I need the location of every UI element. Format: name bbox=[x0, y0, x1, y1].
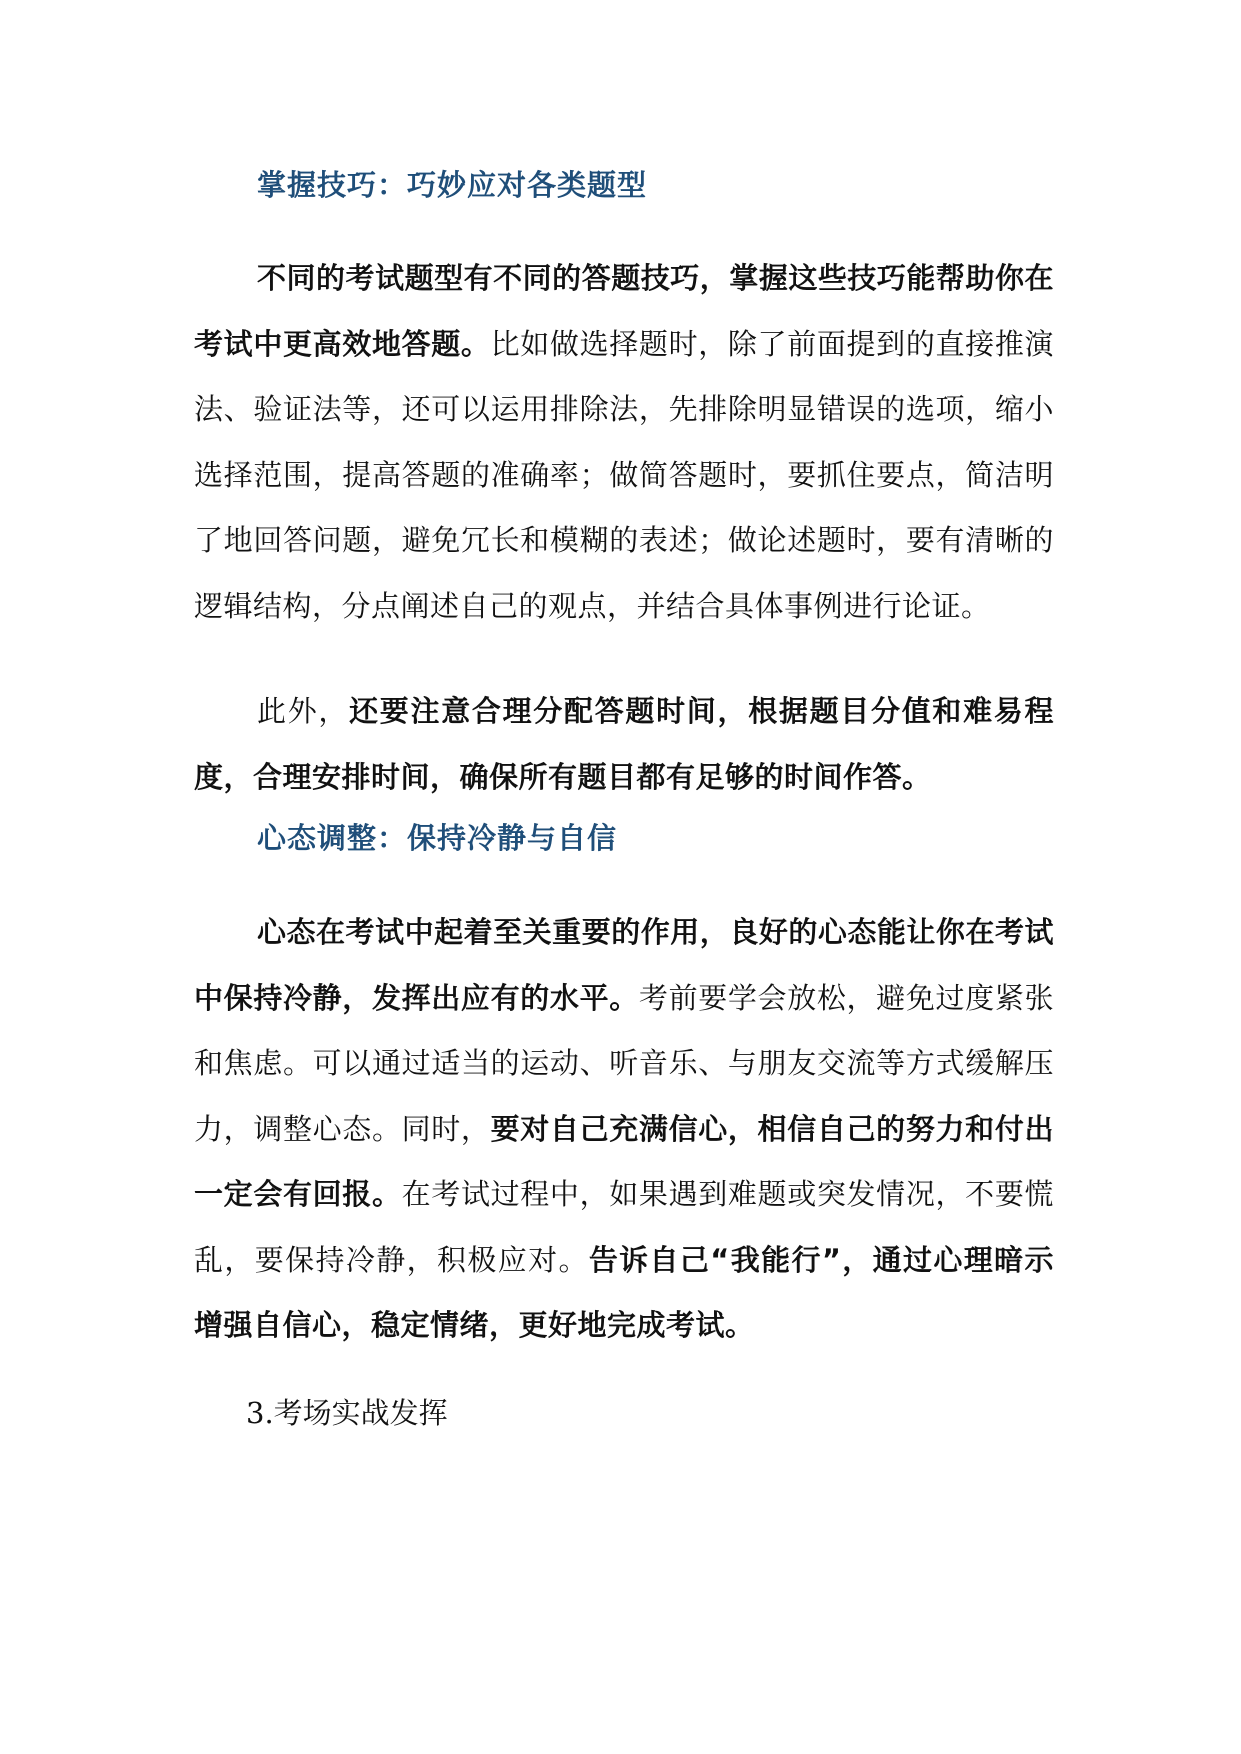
list-item-3 bbox=[246, 1393, 448, 1433]
skills-paragraph-1 bbox=[194, 246, 1054, 639]
skills-paragraph-2 bbox=[194, 679, 1054, 810]
mindset-paragraph-1-text-1: 考前要学会放松，避免过度紧张和焦虑。可以通过适当的运动、听音乐、与朋友交流等方式缓解压力，调整心态。同时， bbox=[194, 980, 1054, 1146]
mindset-paragraph-1-text-2: 在考试过程中，如果遇到难题或突发情况，不要慌乱，要保持冷静，积极应对。 bbox=[194, 1177, 1054, 1277]
section-heading-mindset: 心态调整：保持冷静与自信 bbox=[257, 821, 618, 855]
section-heading-skills: 掌握技巧：巧妙应对各类题型 bbox=[257, 168, 648, 202]
skills-paragraph-1-text: 比如做选择题时，除了前面提到的直接推演法、验证法等，还可以运用排除法，先排除明显错误的选项，缩小选择范围，提高答题的准确率；做简答题时，要抓住要点，简洁明了地回答问题，避免冗长和模糊的表述；做论述题时，要有清晰的逻辑结构，分点阐述自己的观点，并结合具体事例进行论证。 bbox=[194, 326, 1054, 623]
mindset-paragraph-1-bold-2: 要对自己充满信心，相信自己的努力和付出一定会有回报。 bbox=[194, 1111, 1054, 1211]
mindset-paragraph-1-bold-3: 告诉自己“我能行”，通过心理暗示增强自信心，稳定情绪，更好地完成考试。 bbox=[194, 1242, 1054, 1342]
skills-paragraph-2-text: 此外， bbox=[257, 694, 350, 728]
skills-paragraph-2-bold: 还要注意合理分配答题时间，根据题目分值和难易程度，合理安排时间，确保所有题目都有足够的时间作答。 bbox=[194, 694, 1054, 794]
list-item-label: 考场实战发挥 bbox=[273, 1396, 448, 1430]
skills-paragraph-1-bold: 不同的考试题型有不同的答题技巧，掌握这些技巧能帮助你在考试中更高效地答题。 bbox=[194, 261, 1054, 361]
mindset-paragraph-1-bold-1: 心态在考试中起着至关重要的作用，良好的心态能让你在考试中保持冷静，发挥出应有的水平。 bbox=[194, 915, 1054, 1015]
list-item-number: 3. bbox=[246, 1396, 274, 1430]
mindset-paragraph-1 bbox=[194, 900, 1054, 1359]
